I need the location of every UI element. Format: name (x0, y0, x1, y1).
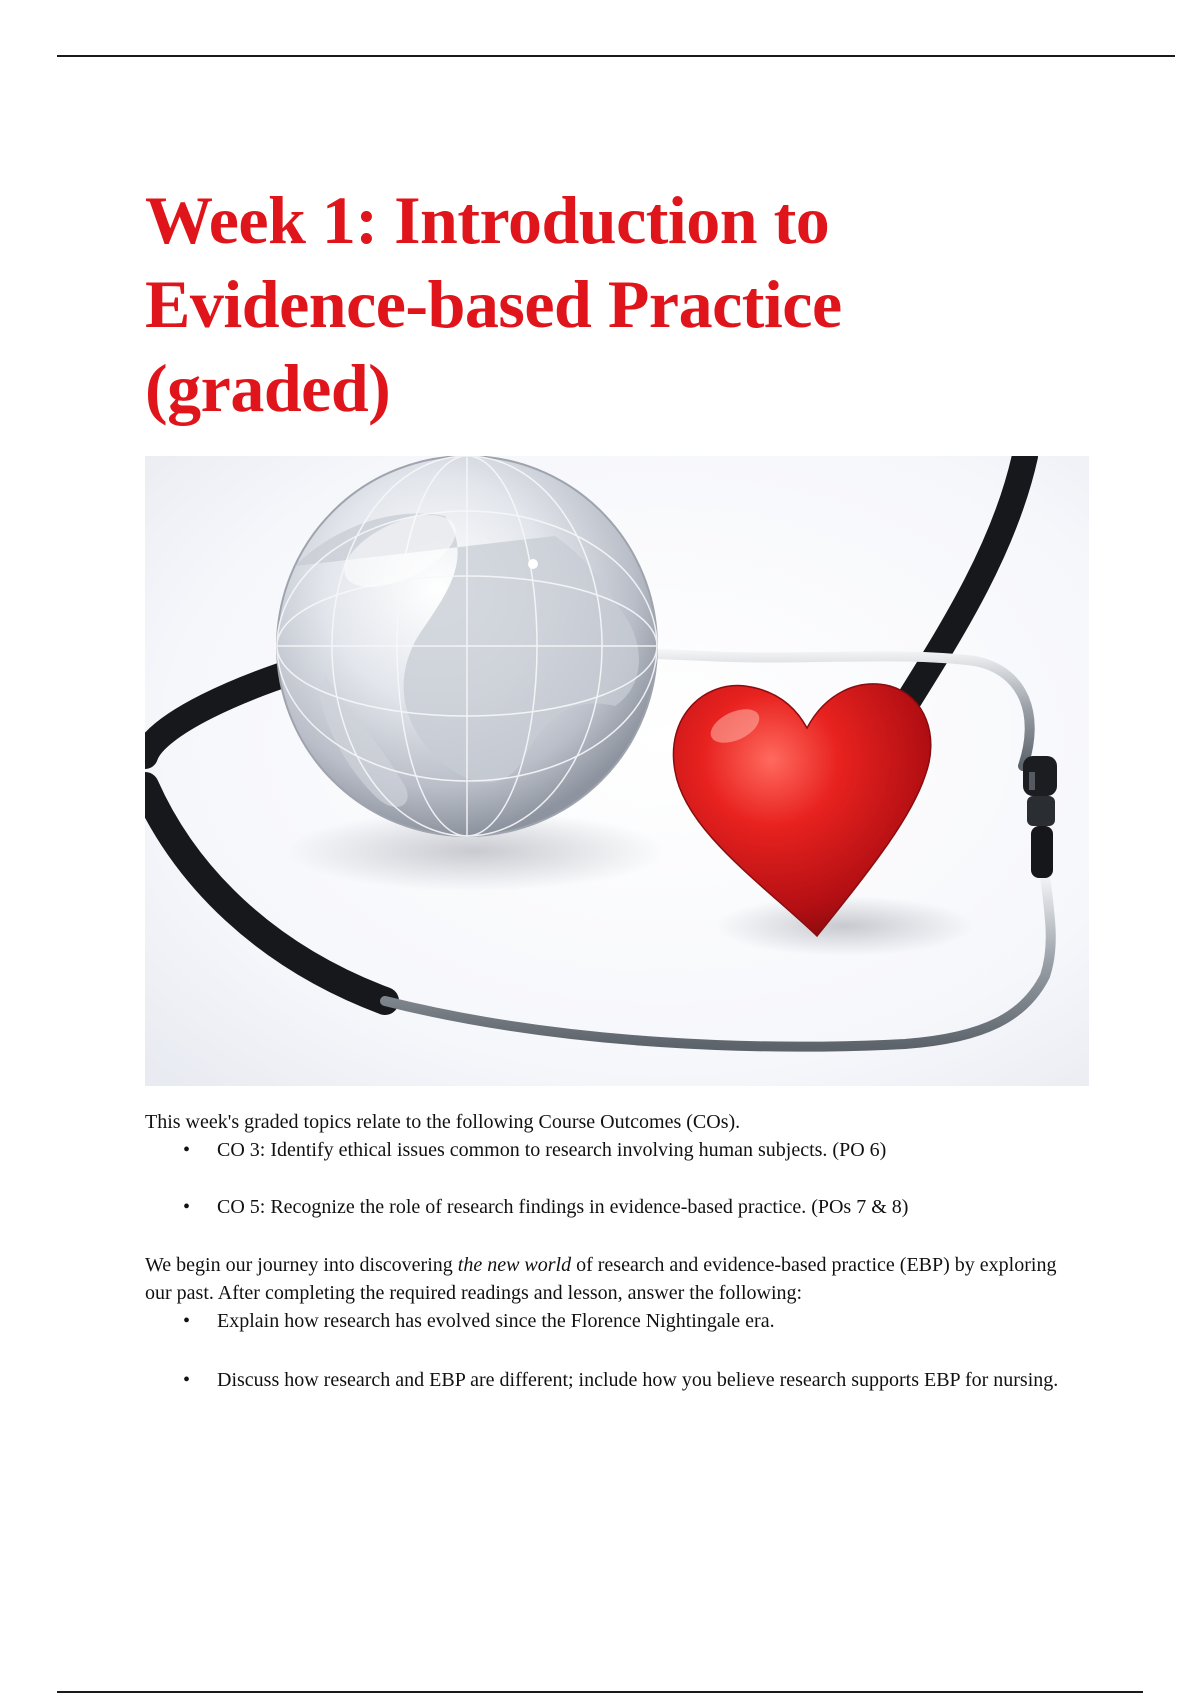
title-line: Week 1: Introduction to (145, 182, 830, 258)
footer-rule (57, 1691, 1143, 1693)
globe-icon (277, 456, 657, 836)
list-item (145, 1307, 1085, 1335)
intro-text: This week's graded topics relate to the following Course Outcomes (COs). (145, 1111, 741, 1133)
list-item (145, 1366, 1085, 1394)
page-title (145, 178, 1085, 430)
title-line: (graded) (145, 350, 391, 426)
bullet-icon: • (183, 1310, 191, 1332)
journey-paragraph (145, 1251, 1085, 1307)
hero-image (145, 456, 1089, 1086)
question-text: Discuss how research and EBP are different; include how you believe research supports EBP for nursing. (217, 1369, 1059, 1391)
outcome-text: CO 5: Recognize the role of research findings in evidence-based practice. (POs 7 & 8) (217, 1196, 909, 1218)
page-content (145, 178, 1085, 1394)
list-item (145, 1193, 1085, 1221)
bullet-icon: • (183, 1369, 191, 1391)
header-rule (57, 55, 1175, 57)
outcome-text: CO 3: Identify ethical issues common to research involving human subjects. (PO 6) (217, 1139, 887, 1161)
journey-emphasis: the new world (457, 1254, 572, 1276)
questions-list (145, 1307, 1085, 1394)
heart-shadow (715, 896, 975, 956)
journey-text-before: We begin our journey into discovering (145, 1254, 458, 1276)
bullet-icon: • (183, 1196, 191, 1218)
title-line: Evidence-based Practice (145, 266, 842, 342)
bullet-icon: • (183, 1139, 191, 1161)
course-outcomes-list (145, 1136, 1085, 1221)
journey-text-after: of research and evidence-based practice (EBP) by exploring our past. After completing the required readings and lesson, answer the following: (145, 1254, 1057, 1304)
question-text: Explain how research has evolved since the Florence Nightingale era. (217, 1310, 775, 1332)
list-item (145, 1136, 1085, 1164)
